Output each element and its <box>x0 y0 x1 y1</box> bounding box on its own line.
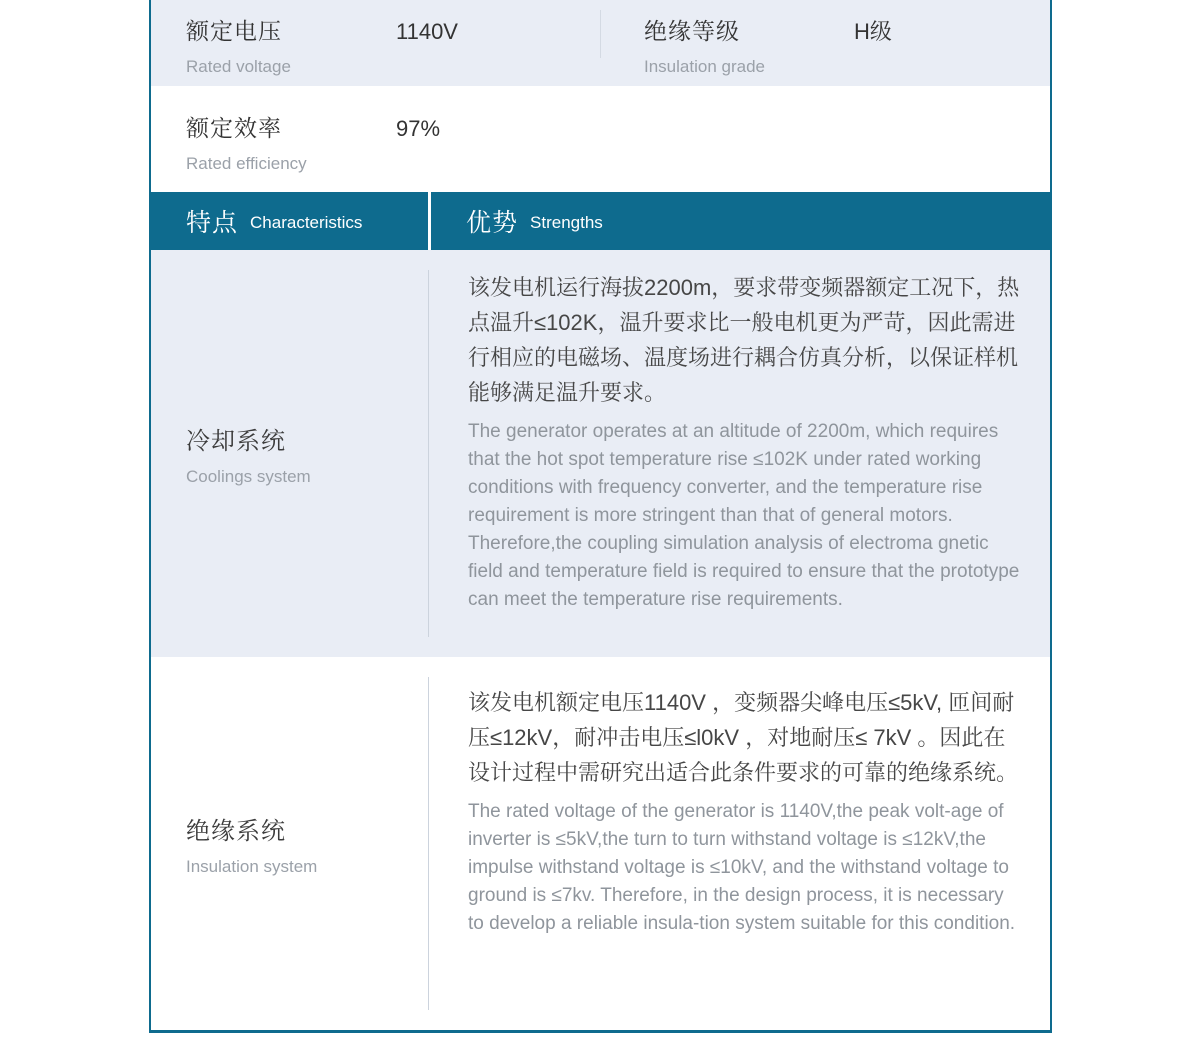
header-characteristics <box>151 192 428 250</box>
insulation-grade-label-en: Insulation grade <box>644 57 765 76</box>
header-strengths-en: Strengths <box>530 213 603 232</box>
column-divider <box>428 270 429 637</box>
header-characteristics-en: Characteristics <box>250 213 363 232</box>
spec-row-voltage-insulation <box>151 0 1050 86</box>
cooling-system-label-cell <box>151 250 428 657</box>
table-header-row <box>151 192 1050 250</box>
rated-efficiency-value: 97% <box>396 116 441 141</box>
rated-efficiency-label-zh: 额定效率 <box>186 115 282 141</box>
column-divider <box>428 677 429 1010</box>
header-strengths <box>431 192 1050 250</box>
insulation-system-content-cell <box>428 657 1050 1030</box>
rated-efficiency-label-en: Rated efficiency <box>186 154 307 173</box>
insulation-system-text-en: The rated voltage of the generator is 1140V,the peak volt-age of inverter is ≤5kV,the turn to turn withstand voltage is ≤12kV,the impulse withstand voltage is ≤10kV, and the withstand voltage to ground is ≤7kv. Therefore, in the design process, it is necessary to develop a reliable insula-tion system suitable for this condition. <box>468 801 1016 934</box>
header-characteristics-zh: 特点 <box>186 209 239 237</box>
cooling-system-text-en: The generator operates at an altitude of 2200m, which requires that the hot spot temperature rise ≤102K under rated working conditions with frequency converter, and the temperature rise requirement is more stringent than that of general motors. Therefore,the coupling simulation analysis of electroma gnetic field and temperature field is required to ensure that the prototype can meet the temperature rise requirements. <box>468 421 1020 610</box>
spec-rated-voltage <box>151 0 600 86</box>
rated-voltage-label-zh: 额定电压 <box>186 18 282 44</box>
spec-line <box>644 13 1050 46</box>
spec-line <box>186 110 600 143</box>
rated-voltage-value: 1140V <box>396 19 458 44</box>
header-strengths-zh: 优势 <box>466 209 519 237</box>
specification-table <box>149 0 1052 1033</box>
spec-rated-efficiency <box>151 86 600 192</box>
insulation-grade-value: H级 <box>854 19 892 44</box>
feature-row-insulation-system <box>151 657 1050 1030</box>
spec-insulation-grade <box>601 0 1050 86</box>
spec-row-efficiency <box>151 86 1050 192</box>
cooling-system-label-en: Coolings system <box>186 466 311 486</box>
feature-row-cooling-system <box>151 250 1050 657</box>
insulation-system-label-en: Insulation system <box>186 856 318 876</box>
insulation-grade-label-zh: 绝缘等级 <box>644 18 740 44</box>
insulation-system-label-cell <box>151 657 428 1030</box>
cooling-system-label-zh: 冷却系统 <box>186 427 286 455</box>
cooling-system-text-zh: 该发电机运行海拔2200m，要求带变频器额定工况下，热点温升≤102K，温升要求比一般电机更为严苛，因此需进行相应的电磁场、温度场进行耦合仿真分析，以保证样机能够满足温升要求。 <box>468 275 1020 405</box>
spec-line <box>186 13 600 46</box>
insulation-system-label-zh: 绝缘系统 <box>186 817 286 845</box>
rated-voltage-label-en: Rated voltage <box>186 57 291 76</box>
cooling-system-content-cell <box>428 250 1050 657</box>
insulation-system-text-zh: 该发电机额定电压1140V ，变频器尖峰电压≤5kV, 匝间耐压≤12kV，耐冲击电压≤l0kV ，对地耐压≤ 7kV 。因此在设计过程中需研究出适合此条件要求的可靠的绝缘系统。 <box>468 690 1019 785</box>
